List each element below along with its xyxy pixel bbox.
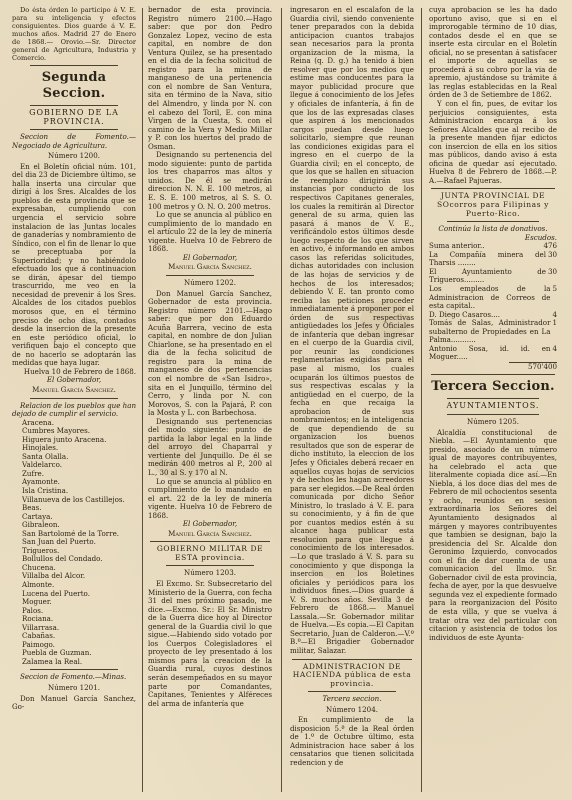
notice-number: Número 1200.: [48, 151, 100, 161]
relacion-title: Relacion de los pueblos que han dejado de cumplir el servicio.: [12, 400, 136, 419]
divider: [30, 129, 118, 130]
signature-name: Manuel García Sanchez.: [168, 528, 252, 538]
pueblo-item: Beas.: [22, 503, 42, 513]
ledger-item-amount: 4: [552, 343, 557, 353]
pueblo-item: Puebla de Guzman.: [22, 648, 92, 658]
notice-body: Alcaldía constitucional de Niebla. —El Ayuntamiento que presido, asociado de un número igual de mayores contribuyentes, ha celebrado el acta que literalmente copiada dice así.—En Niebla, á los doce dias del mes de Febrero de mil ochocientos sesenta y ocho, reunidos en sesion extraordinaria los Señores del Ayuntamiento designados al márgen y mayores contribuyentes que tambien se designan, bajo la presidencia del Sr. Alcalde don Geronimo Izquierdo, convocados con el fin de dar cuenta de una comunicacion del Ilmo. Sr. Gobernador civil de esta provincia, fecha de ayer, por la que desvuelve segunda vez el expediente formado para la reorganizacion del Pósito de esta villa, y que se vuelva á tratar otra vez del particular con citacion y asistencia de todos los individuos de este Ayunta-: [429, 427, 557, 642]
pueblo-item: Zalamea la Real.: [22, 656, 83, 666]
notice-body: Designando su pertenencia del modo siguiente: punto de partida los tres chaparros mas altos y unidos. De él se medirán direccion N. N. E. 100 metros, al E. S. E. 100 metros, al S. S. O. 100 metros y O. N. O. 200 metros.: [148, 150, 272, 211]
notice-body: ingresaron en el escalafon de la Guardia civil, siendo conveniente tener preparados con la debida anticipacion cuantos trabajos sean necesarios para la pronta organizacion de la misma, la Reina (q. D. g.) ha tenido á bien resolver que por los medios que estime mas conducentes para la mayor publicidad procure que llegue á conocimiento de los Jefes y oficiales de infantería, á fin de que los de las expresadas clases que aspiren á los mencionados cargos puedan desde luego solicitarlo, siempre que reunan las condiciones exigidas para el ingreso en el cuerpo de la Guardia civil; en el concepto, de que los que se hallen en situacion de reemplazo dirigirán sus instancias por conducto de los respectivos Capitanes generales, los cuales la remitirán al Director general de su arma, quien las pasará á manos de V. E., verificándolo estos últimos desde luego respecto de los que sirven en activo, é informando en ambos casos las referidas solicitudes, dichas autoridades con inclusion de las hojas de servicios y de hechos de los interesados; debiendo V. E. tan pronto como reciba las peticiones proceder inmediatamente á proponer por el órden de sus respectivas antigüedades los Jefes y Oficiales de infantería que deban ingresar en el cuerpo de la Guardia civil, por reunir las condiciones reglamentarias exigidas para el pase al mismo, los cuales ocuparán los últimos puestos de sus respectivas escalas y la antigüedad en el cuerpo, de la fecha en que recaiga la aprobacion de sus nombramientos; en la inteligencia de que dependiendo de su organizacion los buenos resultados que son de esperar de dicho instituto, la eleccion de los Jefes y Oficiales deberá recaer en aquellos cuyas hojas de servicios y de hechos les hagan acreedores para ser elegidos.—De Real órden comunicada por dicho Señor Ministro, lo traslado á V. E. para su conocimiento, y á fin de que por cuantos medios estén á su alcance haga publicar esta resolucion para que llegue á conocimiento de los interesados.—Lo que traslado á V. S. para su conocimiento y que disponga la insercion en los Boletines oficiales y periódicos para los individuos fines.—Dios guarde á V. S. muchos años. Sevilla 3 de Febrero de 1868.— Manuel Lassala.—Sr. Gobernador militar de Huelva.—Es copia.—El Capitan Secretario, Juan de Calderon.—V.º B.º—El Brigadier Gobernador militar, Salazar.: [290, 6, 414, 656]
ledger-item-text: Antonio Sosa, id. id. en Moguer.....: [429, 343, 551, 362]
pueblo-item: Cumbres Mayores.: [22, 426, 91, 436]
notice-body: bernador de esta provincia. Registro número 2100.—Hago saber: que por don Pedro Gonzalez Lopez, vecino de esta capital, en nombre de don Ventura Quilez, se ha presentado en el dia de la fecha solicitud de registro para la mina de manganeso de una pertenencia con el nombre de San Ventura, sita en término de la Nava, sitio del Almendro, y linda por N. con el cabezo del Toril, E. con mina Virgen de la Cuesta, S. con el camino de la Vera y Medio Millar y P. con los huertos del prado de Osman.: [148, 6, 272, 151]
ledger-row: [429, 319, 557, 345]
column-2: [148, 6, 272, 796]
fomento-minas-header: Seccion de Fomento.—Minas.: [20, 672, 127, 682]
ledger-item-text: El Ayuntamiento de Trigueros.........: [429, 266, 546, 285]
notice-body: cuya aprobacion se les ha dado oportuno aviso, que si en el improrogable término de 10 dias, contados desde el en que se inserte esta circular en el Boletín oficial, no se presentan á satisfacer el importe de aquellas se procederá á su cobro por la via de apremio, ajustándose su trámite á las reglas establecidas en la Real órden de 3 de Setiembre de 1862.: [429, 6, 557, 100]
ledger-item-amount: 5: [552, 283, 557, 293]
pueblo-item: Almonte.: [22, 579, 55, 589]
pueblos-list: [12, 419, 136, 667]
pueblo-item: Zufre.: [22, 468, 44, 478]
divider: [292, 659, 412, 660]
pueblo-item: Higuera junto Aracena.: [22, 434, 107, 444]
ledger-row: [429, 345, 557, 362]
tercera-subtitle: Tercera seccion.: [322, 694, 382, 704]
pueblo-item: Rociana.: [22, 614, 54, 624]
notice-body: Don Manuel García Sanchez, Gobernador de esta provincia. Registro número 2101.—Hago saber: que por don Eduardo Acuña Barrera, vecino de esta capital, en nombre de don Julian Chiarlone, se ha presentado en el dia de la fecha solicitud de registro para la mina de manganeso de dos pertenencias con el nombre de «San Isidro», sita en el Junquillo, término del Cerro, y linda por N. con Morovos, S. con la Pajará, P. con la Mosta y L. con Barbechosa.: [148, 288, 272, 418]
donations-ledger: [429, 242, 557, 362]
ledger-item-amount: 1: [552, 318, 557, 328]
pueblo-item: Villalba del Alcor.: [22, 571, 86, 581]
divider: [431, 188, 555, 189]
hacienda-title: ADMINISTRACION DE HACIENDA pública de esta provincia.: [292, 661, 412, 688]
pueblo-item: Palos.: [22, 605, 44, 615]
pueblo-item: Gibraleon.: [22, 520, 60, 530]
divider: [447, 221, 539, 222]
divider: [30, 105, 118, 106]
pueblo-item: Paimogo.: [22, 639, 55, 649]
ledger-item-text: La Compañía minera del Tharsis ........: [429, 249, 546, 268]
pueblo-item: Cartaya.: [22, 511, 53, 521]
divider: [30, 669, 118, 670]
pueblo-item: San Bartolomé de la Torre.: [22, 528, 120, 538]
notice-body: Don Manuel García Sanchez, Go-: [12, 693, 136, 712]
pueblo-item: Santa Olalla.: [22, 451, 69, 461]
pueblo-item: Lucena del Puerto.: [22, 588, 90, 598]
divider: [431, 374, 555, 375]
signature-title: El Gobernador,: [182, 252, 238, 262]
divider: [166, 275, 254, 276]
notice-body: En cumplimiento de la disposicion 5.ª de la Real órden de 1.º de Octubre último, esta Administracion hace saber á los censatarios que tienen solicitada redencion y de: [290, 715, 414, 768]
notice-body: Y con el fin, pues, de evitar los perjuicios consiguientes, esta Administracion encarga á los Señores Alcaldes que al recibo de la presente manden fijar edictos con insercion de ella en los sitios mas públicos, dando aviso á esta oficina de quedar así ejecutado. Huelva 8 de Febrero de 1868.—P. A.—Rafael Pajueras.: [429, 99, 557, 185]
ledger-item-amount: 476: [543, 241, 557, 251]
pueblo-item: Villarrasa.: [22, 622, 60, 632]
escudos-label: Escudos.: [524, 232, 557, 242]
fomento-header: Seccion de Fomento.—Negociado de Agricultura.: [12, 132, 136, 150]
notice-body: Lo que se anuncia al público en cumplimiento de lo mandado en el art. 22 de la ley de minería vigente. Huelva 10 de Febrero de 1868.: [148, 476, 272, 520]
ledger-item-text: Tomás de Salas, Administrador subalterno de Propiedades en La Palma...........: [429, 318, 551, 345]
divider: [30, 65, 118, 66]
notice-number: Número 1203.: [184, 568, 236, 578]
pueblo-item: Cabañas.: [22, 631, 56, 641]
signature-title: El Gobernador,: [182, 519, 238, 529]
ledger-item-amount: 30: [547, 266, 557, 276]
continua-label: Continúa la lista de donativos.: [438, 224, 548, 234]
pueblo-item: Valdelarco.: [22, 460, 62, 470]
ayuntamientos-title: AYUNTAMIENTOS.: [446, 401, 540, 411]
notice-number: Número 1204.: [326, 704, 378, 714]
section-subtitle: GOBIERNO DE LA PROVINCIA.: [29, 108, 119, 126]
divider: [150, 541, 270, 542]
section-title: Tercera Seccion.: [431, 379, 555, 395]
ledger-item-text: Los empleados de la Administracion de Correos de esta capital..: [429, 283, 551, 311]
notice-number: Número 1205.: [467, 416, 519, 426]
pueblo-item: Chucena.: [22, 562, 56, 572]
pueblo-item: Bollullos del Condado.: [22, 554, 103, 564]
ledger-item-amount: 30: [547, 249, 557, 259]
pueblo-item: Moguer.: [22, 597, 52, 607]
column-1: [12, 6, 136, 796]
column-4: [429, 6, 557, 796]
ledger-item-amount: 4: [552, 309, 557, 319]
section-title: Segunda Seccion.: [41, 70, 107, 101]
signature-title: El Gobernador,: [46, 375, 102, 385]
notice-body: Lo que se anuncia al público en cumplimiento de lo mandado en el artículo 22 de la ley de minería vigente. Huelva 10 de Febrero de 1868.: [148, 210, 272, 254]
pueblo-item: San Juan del Puerto.: [22, 537, 96, 547]
pueblo-item: Isla Cristina.: [22, 485, 69, 495]
pueblo-item: Hinojales.: [22, 443, 59, 453]
militar-title: GOBIERNO MILITAR DE ESTA provincia.: [156, 544, 264, 562]
notice-number: Número 1202.: [184, 277, 236, 287]
column-rule: [281, 8, 282, 792]
notice-body: El Excmo. Sr. Subsecretario del Ministerio de la Guerra, con fecha 31 del mes próximo pasado, me dice.—Excmo. Sr.: El Sr. Ministro de la Guerra dice hoy al Director general de la Guardia civil lo que sigue.—Habiendo sido votado por los Cuerpos Colegisladores el proyecto de ley presentado á los mismos para la creacion de la Guardia rural, cuyos destinos serán desempeñados en su mayor parte por Comandantes, Capitanes, Tenientes y Alféreces del arma de infantería que: [148, 579, 272, 708]
divider: [447, 414, 539, 415]
ledger-row: [429, 285, 557, 311]
notice-body: En el Boletín oficial núm. 101, del dia 23 de Diciembre último, se halla inserta una circular que dirigí á los Sres. Alcaldes de los pueblos de esta provincia que se expresaban, cumpliendo con urgencia el servicio sobre instalacion de las Juntas locales de ganaderías y nombramiento de Síndico, con el fin de llenar lo que se preceptuaba por la Superioridad; y no habiéndolo efectuado los que á continuacion se dirán, ápesar del tiempo trascurrido, me veo en la necesidad de prevenir á los Sres. Alcaldes de los citados pueblos morosos que, en el término preciso de ocho dias, contados desde la insercion de la presente en este periódico oficial, lo verifiquen bajo el concepto que de no hacerlo se adoptarán las medidas que haya lugar.: [12, 161, 136, 368]
notice-date: Huelva 10 de Febrero de 1868.: [23, 366, 136, 376]
column-rule: [421, 8, 422, 792]
pueblo-item: Trigueros.: [22, 545, 60, 555]
junta-title: JUNTA PROVINCIAL DE SOcorros para Filipinas y Puerto-Rico.: [436, 191, 549, 218]
column-rule: [142, 8, 143, 792]
ledger-total: 570'400: [509, 362, 557, 372]
top-notice: Do ésta órden lo participo á V. E. para su inteligencia y efectos consiguientes. Dios guarde á V. E. muchos años. Madrid 27 de Enero de 1868.— Orovio.—Sr. Director general de Agricultura, Industria y Comercio.: [12, 6, 136, 62]
pueblo-item: Aracena.: [22, 417, 54, 427]
column-3: [290, 6, 414, 796]
notice-body: Designando sus pertenencias del modo siguiente: punto de partida la labor legal en la linde del arroyo del Chaparral y vertiente del Junquillo. De él se medirán 400 metros al P., 200 al L., 30 al S. y 170 al N.: [148, 416, 272, 477]
pueblo-item: Ayamonte.: [22, 477, 60, 487]
divider: [30, 398, 118, 399]
signature-name: Manuel García Sanchez.: [168, 262, 252, 272]
divider: [308, 691, 396, 692]
pueblo-item: Villanueva de los Castillejos.: [22, 494, 125, 504]
divider: [447, 398, 539, 399]
signature-name: Manuel García Sanchez.: [32, 384, 116, 394]
ledger-row: [429, 251, 557, 268]
divider: [166, 565, 254, 566]
notice-number: Número 1201.: [48, 683, 100, 692]
ledger-item-text: D. Diego Casaros....: [429, 309, 501, 319]
ledger-row: [429, 268, 557, 285]
ledger-item-text: Suma anterior..: [429, 241, 485, 251]
